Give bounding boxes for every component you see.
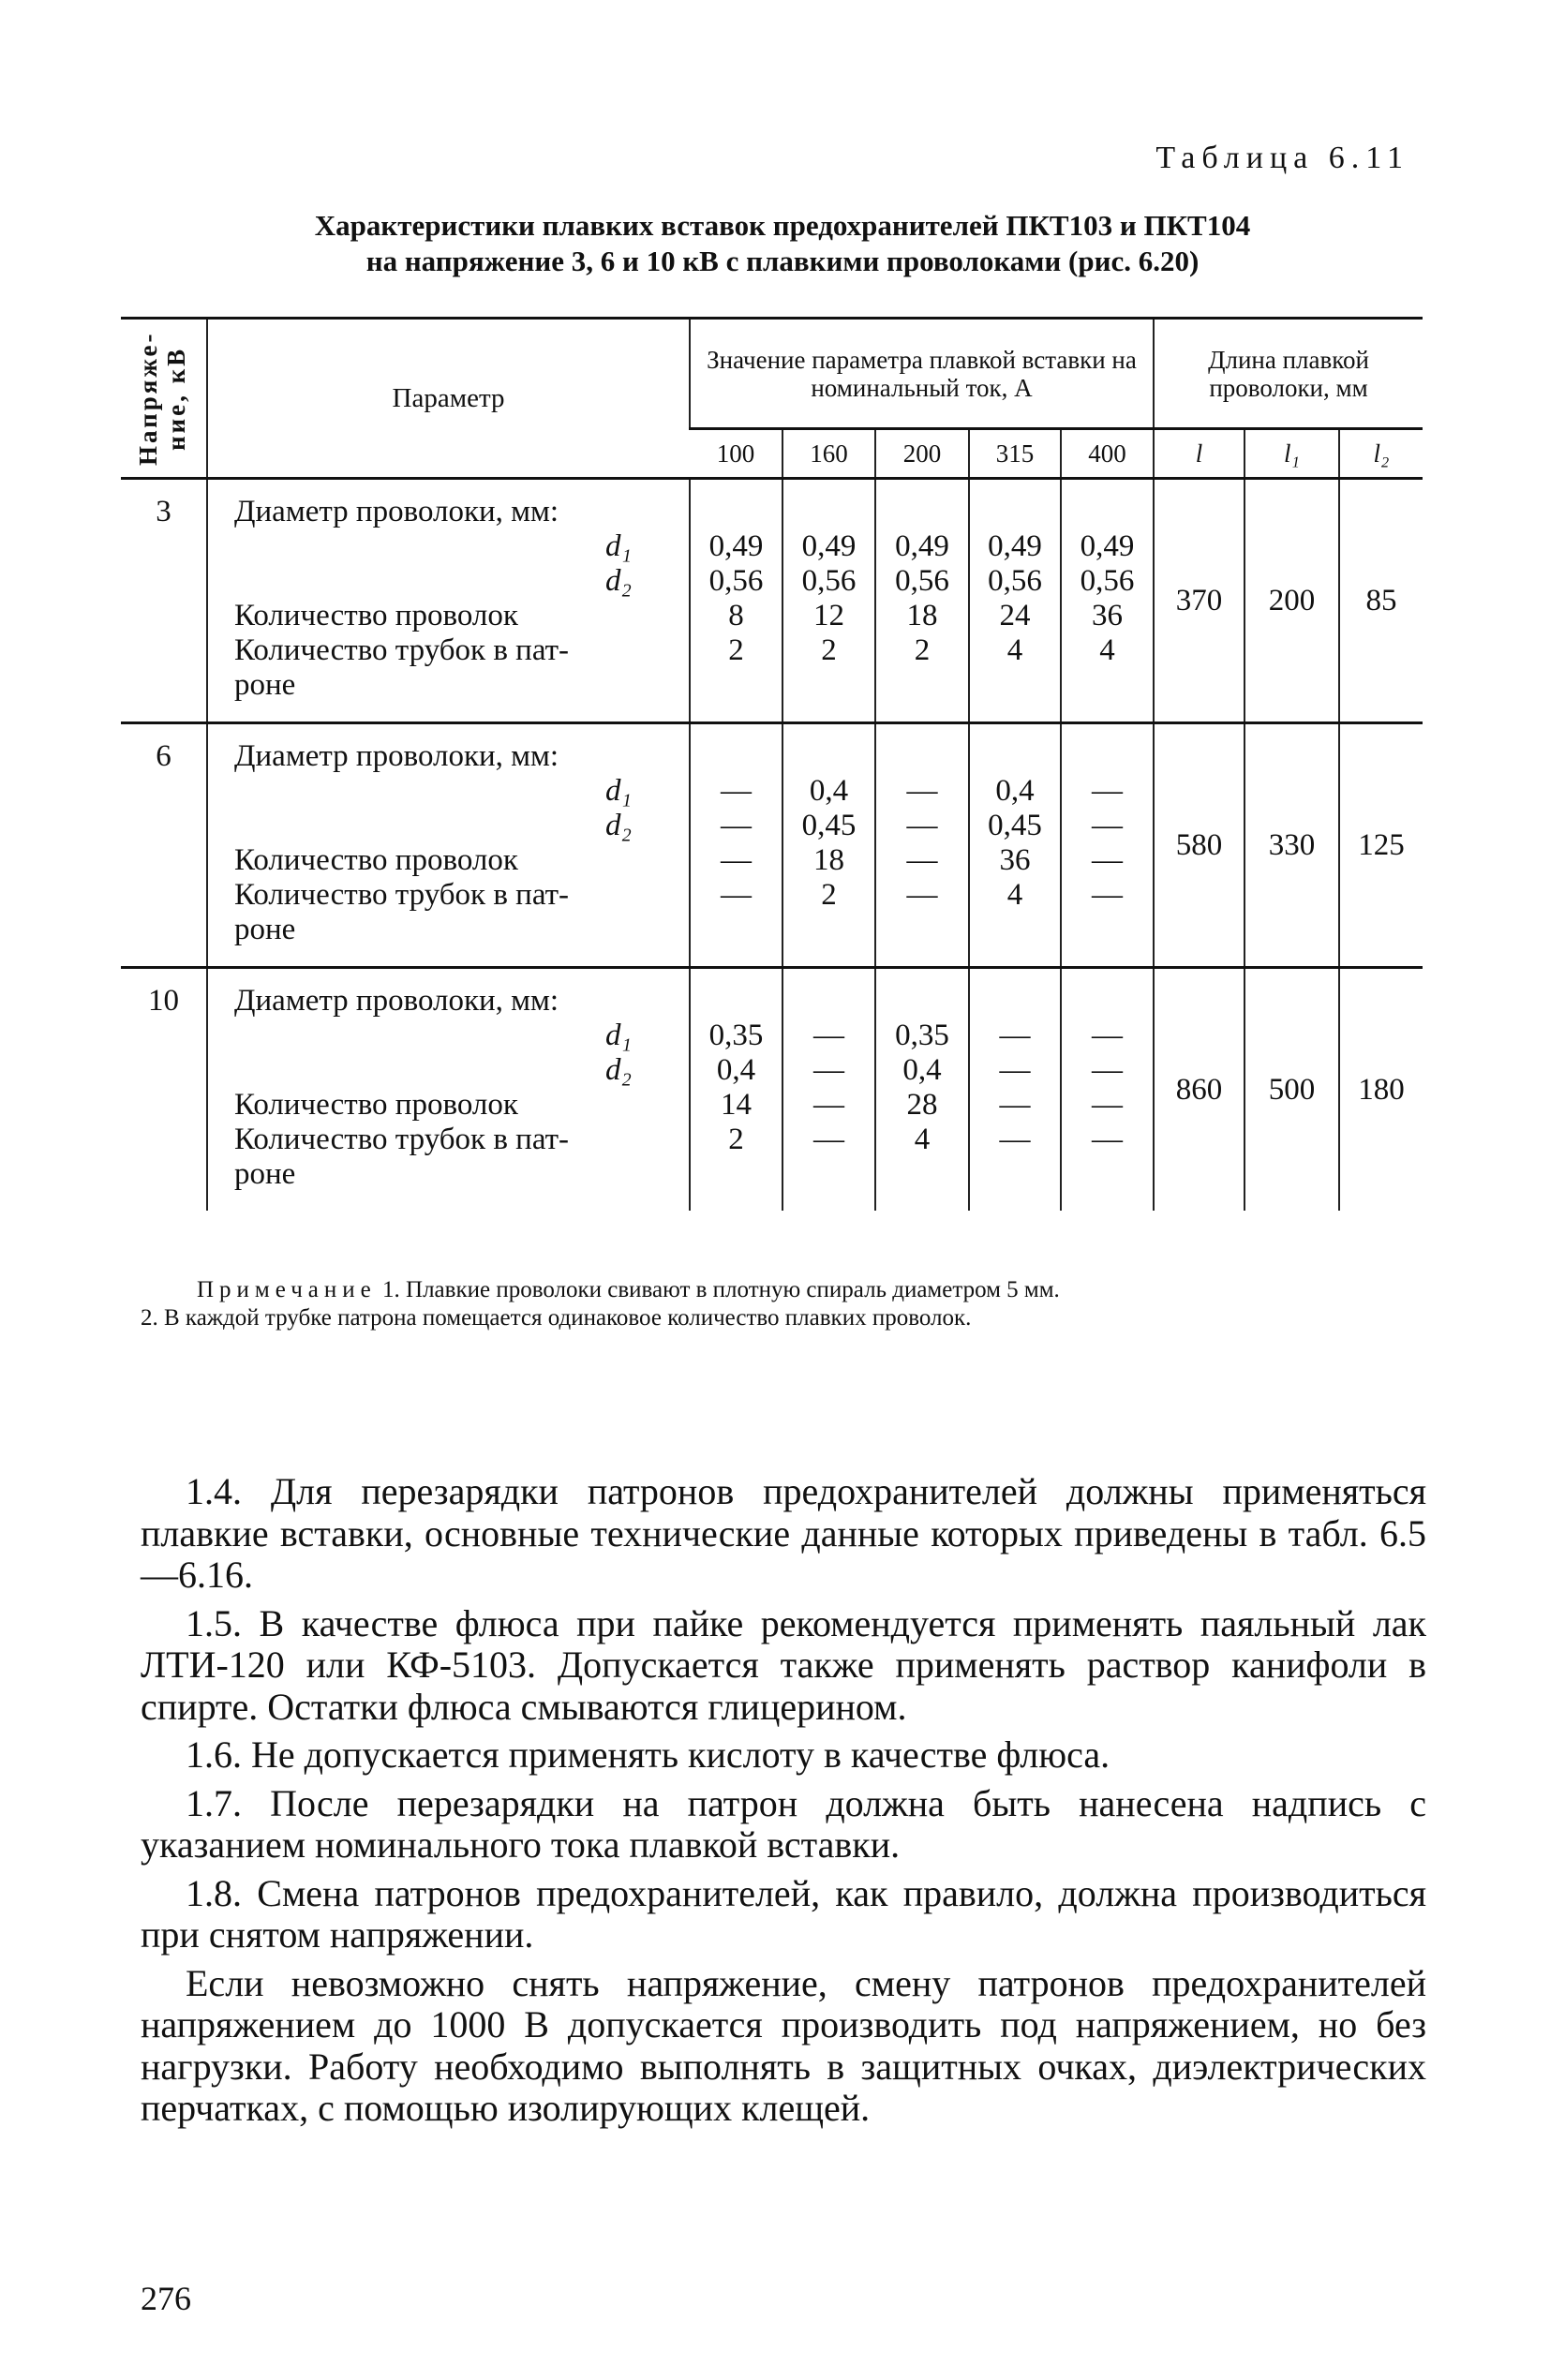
value: 0,49 — [708, 529, 764, 563]
value-cell — [1061, 723, 1154, 968]
parameter-line: Количество проволок — [234, 843, 518, 877]
header-length: l₂ — [1339, 429, 1423, 479]
value: — — [813, 1088, 844, 1122]
value: 4 — [1006, 878, 1023, 912]
value: — — [721, 843, 752, 877]
fuse-characteristics-table — [121, 317, 1423, 1211]
caption-line: Характеристики плавких вставок предохранителей ПКТ103 и ПКТ104 — [314, 209, 1251, 242]
value: 2 — [821, 878, 837, 912]
value: 0,35 — [708, 1019, 764, 1052]
voltage-cell: 3 — [121, 479, 207, 723]
value: — — [1092, 1053, 1123, 1087]
body-text — [141, 1471, 1426, 2136]
note-text-1: 1. Плавкие проволоки свивают в плотную спираль диаметром 5 мм. — [376, 1277, 1060, 1302]
header-current: 160 — [782, 429, 875, 479]
value: 18 — [906, 599, 938, 632]
length-cell: 580 — [1154, 723, 1244, 968]
value: 0,4 — [716, 1053, 756, 1087]
note-text-2: 2. В каждой трубке патрона помещается одинаковое количество плавких проволок. — [141, 1305, 972, 1331]
value: 0,4 — [995, 774, 1035, 808]
length-cell: 330 — [1244, 723, 1339, 968]
table-row — [121, 479, 1423, 723]
parameter-line: Количество проволок — [234, 599, 518, 632]
value: — — [906, 774, 938, 808]
value: — — [1092, 809, 1123, 842]
value: 4 — [914, 1123, 931, 1156]
value-cell — [875, 968, 969, 1212]
value-cell — [782, 479, 875, 723]
value-cell — [969, 968, 1061, 1212]
value: 0,49 — [895, 529, 949, 563]
value: 18 — [813, 843, 844, 877]
paragraph: 1.6. Не допускается применять кислоту в качестве флюса. — [186, 1733, 1110, 1776]
value: 0,56 — [1080, 564, 1135, 598]
value: 0,45 — [988, 809, 1042, 842]
value: 0,35 — [895, 1019, 949, 1052]
parameter-line: роне — [234, 1157, 296, 1191]
value: 0,4 — [902, 1053, 942, 1087]
value-cell — [782, 723, 875, 968]
value: 0,49 — [801, 529, 857, 563]
value: 2 — [914, 633, 931, 667]
value-cell — [690, 479, 782, 723]
parameter-line: Диаметр проволоки, мм: — [234, 495, 559, 528]
parameter-line: Количество трубок в пат- — [234, 1123, 570, 1156]
value: 0,56 — [895, 564, 949, 598]
table-caption — [141, 208, 1424, 279]
value: 8 — [728, 599, 744, 632]
value: — — [1092, 1088, 1123, 1122]
parameter-cell — [207, 723, 690, 968]
value: 0,56 — [988, 564, 1042, 598]
value: — — [1092, 774, 1123, 808]
voltage-cell: 10 — [121, 968, 207, 1212]
value: 0,49 — [1080, 529, 1135, 563]
parameter-line: d₂ — [605, 564, 632, 598]
header-values-group: Значение параметра плавкой вставки на номинальный ток, А — [690, 319, 1154, 429]
note-label: Примечание — [197, 1277, 377, 1302]
table-label: Таблица 6.11 — [1155, 141, 1409, 175]
value: 0,56 — [801, 564, 857, 598]
paragraph: 1.8. Смена патронов предохранителей, как правило, должна производиться при снятом напряжении. — [141, 1871, 1426, 1956]
paragraph: 1.5. В качестве флюса при пайке рекомендуется применять паяльный лак ЛТИ-120 или КФ-5103. Допускается также применять раствор канифоли в спирте. Остатки флюса смываются глицерином. — [141, 1601, 1426, 1728]
value: — — [721, 809, 752, 842]
value-cell — [969, 479, 1061, 723]
paragraph: 1.4. Для перезарядки патронов предохранителей должны применяться плавкие вставки, основные технические данные которых приведены в табл. 6.5—6.16. — [141, 1470, 1426, 1596]
value: 0,49 — [988, 529, 1042, 563]
value: — — [721, 878, 752, 912]
value: 4 — [1006, 633, 1023, 667]
header-current: 200 — [875, 429, 969, 479]
value: — — [999, 1053, 1031, 1087]
length-cell: 125 — [1339, 723, 1423, 968]
header-current: 400 — [1061, 429, 1154, 479]
parameter-cell — [207, 968, 690, 1212]
header-length: l — [1154, 429, 1244, 479]
value: — — [906, 809, 938, 842]
value-cell — [875, 479, 969, 723]
table-note — [141, 1276, 1443, 1332]
value: — — [906, 843, 938, 877]
value: 0,45 — [801, 809, 857, 842]
value: — — [813, 1053, 844, 1087]
parameter-line: Диаметр проволоки, мм: — [234, 739, 559, 773]
header-voltage-text: Напряже-ние, кВ — [133, 331, 190, 466]
value: — — [813, 1019, 844, 1052]
value: 28 — [906, 1088, 938, 1122]
parameter-line: роне — [234, 913, 296, 946]
value: — — [1092, 843, 1123, 877]
value: 2 — [728, 633, 744, 667]
parameter-line: роне — [234, 668, 296, 702]
length-cell: 860 — [1154, 968, 1244, 1212]
value-cell — [969, 723, 1061, 968]
header-voltage — [121, 319, 207, 479]
value: 2 — [821, 633, 837, 667]
table-row — [121, 723, 1423, 968]
parameter-line: Количество проволок — [234, 1088, 518, 1122]
value: — — [721, 774, 752, 808]
parameter-line: Количество трубок в пат- — [234, 633, 570, 667]
value-cell — [690, 723, 782, 968]
length-cell: 200 — [1244, 479, 1339, 723]
page-number: 276 — [141, 2280, 191, 2317]
value: 24 — [999, 599, 1031, 632]
value: — — [1092, 1123, 1123, 1156]
header-length: l₁ — [1244, 429, 1339, 479]
value: 0,4 — [809, 774, 849, 808]
value: 14 — [721, 1088, 752, 1122]
length-cell: 500 — [1244, 968, 1339, 1212]
header-current: 315 — [969, 429, 1061, 479]
value: — — [999, 1123, 1031, 1156]
value: 36 — [999, 843, 1031, 877]
value: 4 — [1099, 633, 1115, 667]
parameter-line: Количество трубок в пат- — [234, 878, 570, 912]
value: 36 — [1092, 599, 1123, 632]
length-cell: 85 — [1339, 479, 1423, 723]
header-current: 100 — [690, 429, 782, 479]
header-parameter: Параметр — [207, 319, 690, 479]
value: — — [1092, 1019, 1123, 1052]
value-cell — [690, 968, 782, 1212]
paragraph: 1.7. После перезарядки на патрон должна быть нанесена надпись с указанием номинального тока плавкой вставки. — [141, 1781, 1426, 1866]
paragraph: Если невозможно снять напряжение, смену патронов предохранителей напряжением до 1000 В допускается производить под напряжением, но без нагрузки. Работу необходимо выполнять в защитных очках, диэлектрических перчатках, с помощью изолирующих клещей. — [141, 1961, 1426, 2129]
value: — — [813, 1123, 844, 1156]
value-cell — [782, 968, 875, 1212]
value: 2 — [728, 1123, 744, 1156]
value: — — [999, 1019, 1031, 1052]
parameter-line: d₂ — [605, 1053, 632, 1087]
value-cell — [875, 723, 969, 968]
parameter-line: d₂ — [605, 809, 632, 842]
value: — — [1092, 878, 1123, 912]
caption-line: на напряжение 3, 6 и 10 кВ с плавкими проволоками (рис. 6.20) — [365, 245, 1200, 277]
header-length-group: Длина плавкой проволоки, мм — [1154, 319, 1423, 429]
value-cell — [1061, 968, 1154, 1212]
voltage-cell: 6 — [121, 723, 207, 968]
table-row — [121, 968, 1423, 1212]
parameter-line: Диаметр проволоки, мм: — [234, 984, 559, 1018]
length-cell: 180 — [1339, 968, 1423, 1212]
parameter-line: d₁ — [605, 774, 632, 808]
value: — — [906, 878, 938, 912]
value: 0,56 — [708, 564, 764, 598]
value: — — [999, 1088, 1031, 1122]
parameter-cell — [207, 479, 690, 723]
value-cell — [1061, 479, 1154, 723]
parameter-line: d₁ — [605, 1019, 632, 1052]
value: 12 — [813, 599, 844, 632]
parameter-line: d₁ — [605, 529, 632, 563]
length-cell: 370 — [1154, 479, 1244, 723]
